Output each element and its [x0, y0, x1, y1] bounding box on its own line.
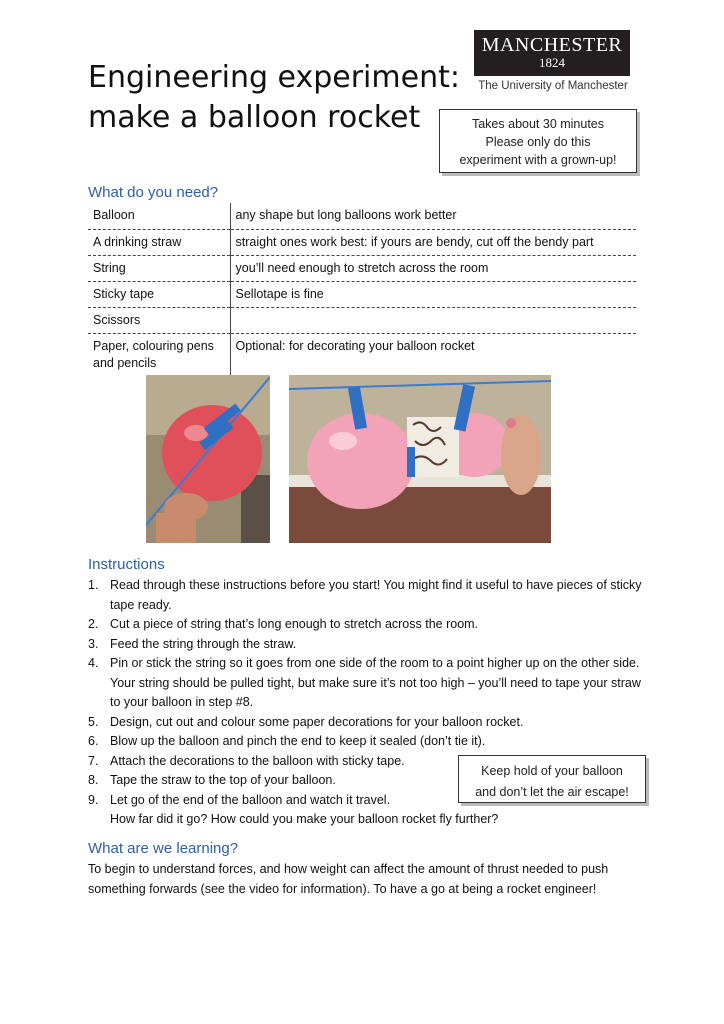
logo-name: MANCHESTER	[481, 34, 623, 56]
instructions-heading: Instructions	[88, 556, 165, 573]
needs-row	[88, 281, 636, 307]
page-title	[88, 58, 460, 138]
needs-detail: you’ll need enough to stretch across the room	[230, 255, 636, 281]
step-number: 1.	[88, 578, 99, 592]
step-text: Attach the decorations to the balloon with sticky tape.	[110, 753, 405, 768]
step-number: 2.	[88, 617, 99, 631]
logo-year: 1824	[539, 55, 565, 70]
step-number: 9.	[88, 792, 99, 807]
step-item	[88, 713, 648, 733]
needs-detail: straight ones work best: if yours are bendy, cut off the bendy part	[230, 229, 636, 255]
air-note-line-1: Keep hold of your balloon	[481, 764, 623, 778]
step-text: Tape the straw to the top of your balloon.	[110, 773, 336, 787]
step-item	[88, 654, 648, 713]
air-note-line-2: and don’t let the air escape!	[475, 785, 629, 799]
step-text: Pin or stick the string so it goes from one side of the room to a point higher up on the other side. Your string should be pulled tight, but make sure it’s not too high – you’ll need to tape your straw to your balloon in step #8.	[110, 656, 641, 709]
step-text: Cut a piece of string that’s long enough to stretch across the room.	[110, 617, 479, 631]
follow-up-question: How far did it go? How could you make your balloon rocket fly further?	[110, 812, 499, 826]
step-text: Let go of the end of the balloon and watch it travel.	[110, 792, 391, 807]
photo-decorated-balloon-rocket	[289, 375, 551, 543]
needs-item: Paper, colouring pens and pencils	[88, 333, 230, 376]
title-line-2: make a balloon rocket	[88, 100, 421, 135]
learning-heading: What are we learning?	[88, 840, 239, 857]
needs-item: A drinking straw	[88, 229, 230, 255]
photo-balloon-on-string	[146, 375, 270, 543]
needs-row	[88, 203, 636, 229]
needs-row	[88, 307, 636, 333]
step-item	[88, 576, 648, 615]
step-number: 6.	[88, 734, 99, 748]
logo-subtitle: The University of Manchester	[478, 80, 628, 92]
title-line-1: Engineering experiment:	[88, 60, 460, 95]
time-note-line-2: Please only do this	[485, 135, 591, 149]
needs-table	[88, 203, 636, 376]
needs-row	[88, 229, 636, 255]
step-item	[88, 635, 648, 655]
needs-detail: Optional: for decorating your balloon rocket	[235, 338, 475, 353]
learning-text: To begin to understand forces, and how weight can affect the amount of thrust needed to push something forwards (see the video for information). To have a go at being a rocket engineer!	[88, 862, 609, 896]
step-item	[88, 615, 648, 635]
step-number: 7.	[88, 753, 99, 768]
step-number: 5.	[88, 714, 99, 729]
step-number: 8.	[88, 773, 99, 787]
step-text: Design, cut out and colour some paper decorations for your balloon rocket.	[110, 714, 524, 729]
needs-item: Sticky tape	[88, 281, 230, 307]
needs-detail: Sellotape is fine	[230, 281, 636, 307]
needs-detail	[230, 307, 636, 333]
step-text: Read through these instructions before you start! You might find it useful to have pieces of sticky tape ready.	[110, 578, 642, 612]
step-text: Blow up the balloon and pinch the end to keep it sealed (don’t tie it).	[110, 734, 486, 748]
step-text: Feed the string through the straw.	[110, 636, 297, 651]
needs-detail: any shape but long balloons work better	[230, 203, 636, 229]
air-note	[458, 755, 646, 803]
time-note	[439, 109, 637, 173]
needs-row	[88, 255, 636, 281]
needs-item: Scissors	[88, 307, 230, 333]
step-number: 3.	[88, 636, 99, 651]
needs-item: String	[88, 255, 230, 281]
time-note-line-1: Takes about 30 minutes	[471, 117, 605, 131]
university-logo	[474, 30, 632, 92]
step-item	[88, 732, 648, 752]
logo-badge	[474, 30, 630, 76]
needs-heading: What do you need?	[88, 184, 219, 201]
step-number: 4.	[88, 656, 99, 670]
needs-row	[88, 333, 636, 376]
time-note-line-3: experiment with a grown-up!	[459, 153, 617, 167]
needs-item: Balloon	[88, 203, 230, 229]
